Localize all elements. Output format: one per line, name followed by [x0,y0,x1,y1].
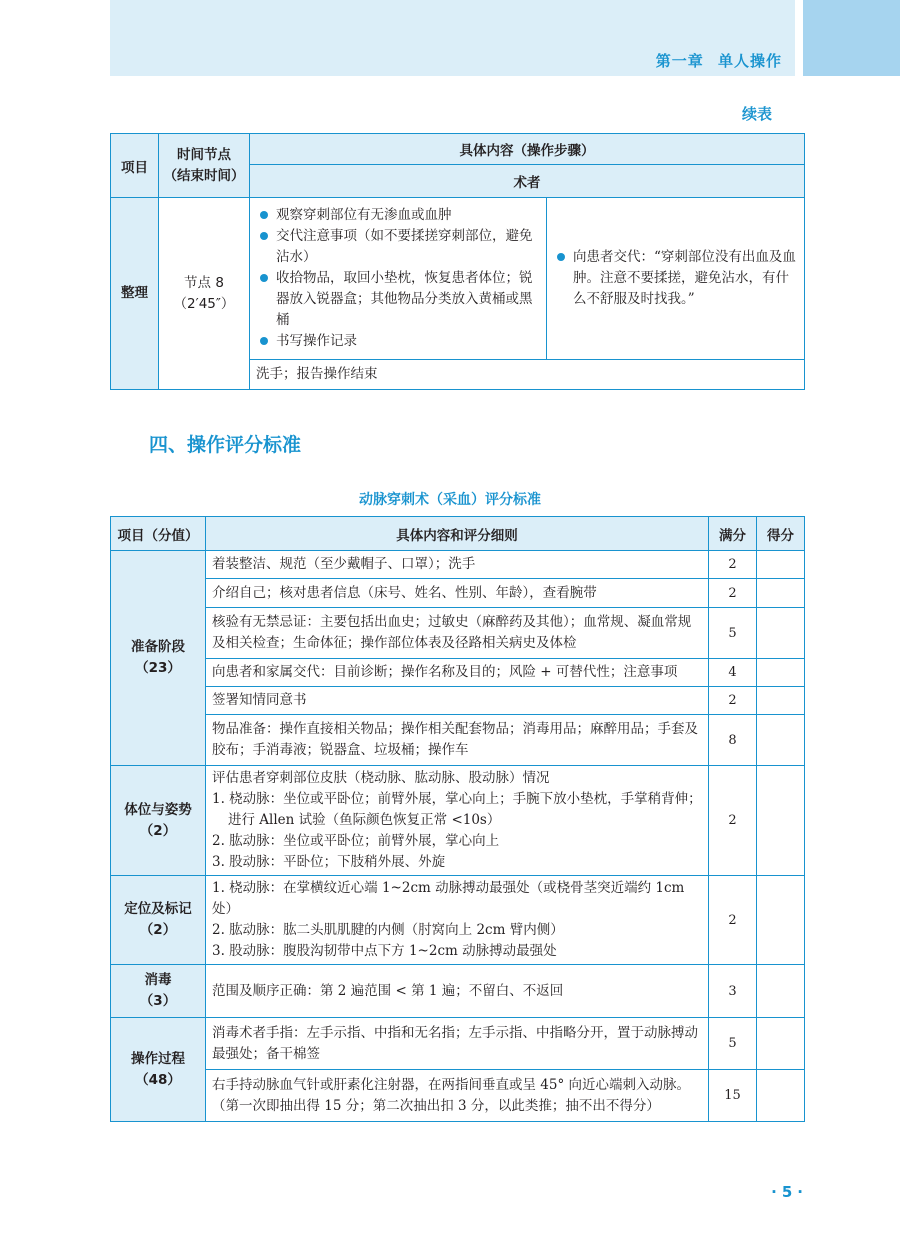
chapter-label: 第一章 [655,52,704,70]
bullet-text: 交代注意事项（如不要揉搓穿刺部位，避免沾水） [276,228,533,265]
table-row [111,1018,805,1070]
full-score-cell: 2 [709,579,757,608]
bullet-dot-icon [260,337,268,345]
table-row [111,965,805,1018]
earned-score-cell[interactable] [757,687,805,715]
earned-score-cell[interactable] [757,659,805,687]
full-score-cell: 5 [709,608,757,659]
group-label-cell [111,965,206,1018]
criteria-line: 3. 股动脉：平卧位；下肢稍外展、外旋 [212,854,446,870]
criteria-cell: 物品准备：操作直接相关物品；操作相关配套物品；消毒用品；麻醉用品；手套及胶布；手消毒液；锐器盒、垃圾桶；操作车 [206,715,709,766]
criteria-line: 2. 肱动脉：肱二头肌肌腱的内侧（肘窝向上 2cm 臂内侧） [212,922,564,938]
earned-score-cell[interactable] [757,715,805,766]
bullet-dot-icon [260,274,268,282]
full-score-cell: 2 [709,876,757,965]
bullet-dot-icon [557,253,565,261]
criteria-line: 1. 桡动脉：在掌横纹近心端 1~2cm 动脉搏动最强处（或桡骨茎突近端约 1cm 处） [212,880,685,917]
row-time-line1: 节点 8 [184,274,224,291]
table-row [111,766,805,876]
group-name: 操作过程 [131,1050,185,1067]
group-points: （48） [135,1071,181,1088]
criteria-cell [206,876,709,965]
scoring-table-title: 动脉穿刺术（采血）评分标准 [359,492,541,508]
criteria-line: 1. 桡动脉：坐位或平卧位；前臂外展，掌心向上；手腕下放小垫枕，手掌稍背伸；进行 Allen 试验（鱼际颜色恢复正常 <10s） [212,791,702,828]
section-title: 四、操作评分标准 [149,434,302,456]
col-header-time-line2: （结束时间） [163,167,245,184]
col-header-score: 得分 [757,517,805,551]
criteria-cell: 向患者和家属交代：目前诊断；操作名称及目的；风险 + 可替代性；注意事项 [206,659,709,687]
chapter-title: 单人操作 [717,52,782,70]
earned-score-cell[interactable] [757,579,805,608]
group-name: 消毒 [144,972,172,988]
bullet-item [256,331,540,352]
criteria-cell [206,766,709,876]
bullet-item [256,268,540,331]
criteria-line: 3. 股动脉：腹股沟韧带中点下方 1~2cm 动脉搏动最强处 [212,943,557,959]
group-label-cell [111,766,206,876]
criteria-cell: 签署知情同意书 [206,687,709,715]
running-header [656,50,782,71]
footer-cell: 洗手；报告操作结束 [250,360,805,390]
col-header-time [159,134,250,198]
full-score-cell: 2 [709,687,757,715]
bullet-text: 书写操作记录 [276,333,357,349]
row-time-cell [159,198,250,390]
table-row [111,876,805,965]
bullet-text: 观察穿刺部位有无渗血或血肿 [276,207,452,223]
criteria-cell: 消毒术者手指：左手示指、中指和无名指；左手示指、中指略分开，置于动脉搏动最强处；备干棉签 [206,1018,709,1070]
page-dot-left: · [771,1183,777,1201]
group-name: 体位与姿势 [124,801,192,818]
col-header-item: 项目（分值） [111,517,206,551]
full-score-cell: 4 [709,659,757,687]
bullet-item [256,226,540,268]
table-row [111,715,805,766]
full-score-cell: 15 [709,1070,757,1122]
row-time-line2: （2′45″） [173,295,235,312]
group-points: （23） [135,660,181,676]
group-points: （3） [139,993,177,1009]
criteria-cell: 着装整洁、规范（至少戴帽子、口罩）；洗手 [206,551,709,579]
table-row [111,551,805,579]
group-name: 准备阶段 [131,639,185,655]
criteria-cell: 核验有无禁忌证：主要包括出血史；过敏史（麻醉药及其他）；血常规、凝血常规及相关检查；生命体征；操作部位体表及径路相关病史及体检 [206,608,709,659]
group-points: （2） [139,922,177,938]
continued-label: 续表 [742,105,773,123]
earned-score-cell[interactable] [757,1018,805,1070]
criteria-line: 评估患者穿刺部位皮肤（桡动脉、肱动脉、股动脉）情况 [212,770,550,786]
earned-score-cell[interactable] [757,965,805,1018]
page-dot-right: · [797,1183,803,1201]
speech-item [553,247,798,310]
criteria-cell: 右手持动脉血气针或肝素化注射器，在两指间垂直或呈 45° 向近心端刺入动脉。（第一次即抽出得 15 分；第二次抽出扣 3 分，以此类推；抽不出不得分） [206,1070,709,1122]
table-row [111,659,805,687]
group-label-cell [111,1018,206,1122]
earned-score-cell[interactable] [757,608,805,659]
col-header-item: 项目 [111,134,159,198]
group-label-cell [111,876,206,965]
table-row [111,1070,805,1122]
table-row [111,687,805,715]
speech-cell [547,198,805,360]
earned-score-cell[interactable] [757,766,805,876]
header-tab [803,0,900,76]
full-score-cell: 3 [709,965,757,1018]
criteria-cell: 范围及顺序正确：第 2 遍范围 < 第 1 遍；不留白、不返回 [206,965,709,1018]
row-item-cell: 整理 [111,198,159,390]
earned-score-cell[interactable] [757,551,805,579]
group-name: 定位及标记 [124,901,192,917]
bullet-cell [250,198,547,360]
full-score-cell: 2 [709,766,757,876]
full-score-cell: 5 [709,1018,757,1070]
criteria-cell: 介绍自己；核对患者信息（床号、姓名、性别、年龄），查看腕带 [206,579,709,608]
procedure-table [110,133,805,390]
bullet-dot-icon [260,211,268,219]
col-header-time-line1: 时间节点 [177,146,231,163]
group-label-cell [111,551,206,766]
group-points: （2） [139,822,177,839]
scoring-table [110,516,805,1122]
col-header-content: 具体内容和评分细则 [206,517,709,551]
table-row [111,579,805,608]
full-score-cell: 8 [709,715,757,766]
col-header-full: 满分 [709,517,757,551]
col-header-operator: 术者 [250,165,805,198]
speech-text: 向患者交代：“穿刺部位没有出血及血肿。注意不要揉搓，避免沾水，有什么不舒服及时找我。” [573,249,796,307]
page-number [766,1183,808,1201]
bullet-item [256,205,540,226]
table-row [111,608,805,659]
full-score-cell: 2 [709,551,757,579]
col-header-content: 具体内容（操作步骤） [250,134,805,165]
page-number-value: 5 [781,1183,793,1201]
criteria-line: 2. 肱动脉：坐位或平卧位；前臂外展，掌心向上 [212,833,500,849]
bullet-dot-icon [260,232,268,240]
bullet-text: 收拾物品，取回小垫枕，恢复患者体位；锐器放入锐器盒；其他物品分类放入黄桶或黑桶 [276,270,533,328]
bullet-list [256,205,540,352]
earned-score-cell[interactable] [757,876,805,965]
earned-score-cell[interactable] [757,1070,805,1122]
speech-list [553,247,798,310]
